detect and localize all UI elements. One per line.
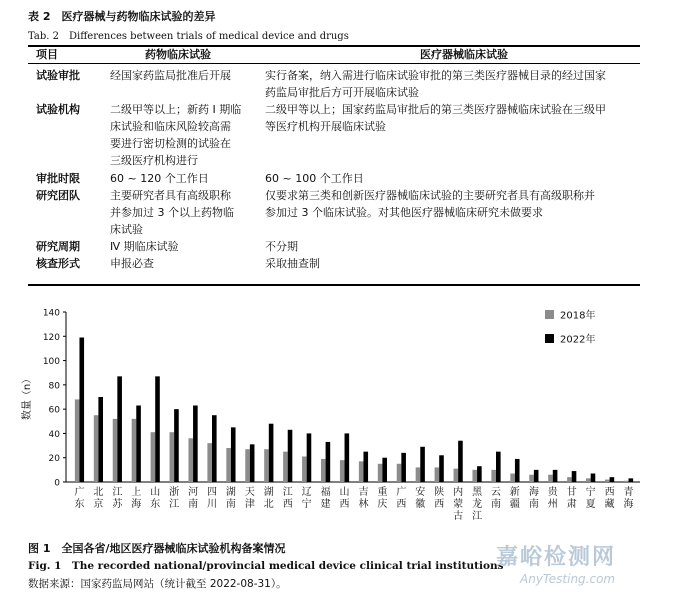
table-cell-drug: 经国家药监局批准后开展: [110, 69, 231, 82]
y-tick-label: 0: [54, 478, 60, 489]
x-tick-label: 浙江: [169, 487, 180, 510]
table-row-label: 试验机构: [36, 103, 80, 116]
bar-series-2: [326, 442, 331, 482]
x-tick-label: 山西: [339, 487, 350, 510]
x-tick-label: 广东: [74, 487, 85, 510]
bar-series-1: [435, 467, 440, 482]
bar-series-1: [624, 481, 629, 482]
bar-series-1: [75, 399, 80, 482]
bar-series-2: [610, 477, 615, 482]
table-caption-cn: 表 2 医疗器械与药物临床试验的差异: [28, 10, 216, 23]
x-tick-label: 四川: [207, 487, 217, 510]
table-cell-drug: 主要研究者具有高级职称: [110, 189, 231, 202]
watermark-en: AnyTesting.com: [520, 572, 616, 586]
table-cell-device: 二级甲等以上；国家药监局审批后的第三类医疗器械临床试验在三级甲: [265, 103, 606, 116]
bar-series-1: [397, 464, 402, 482]
table-row-label: 试验审批: [36, 69, 80, 82]
table-header-cell: 药物临床试验: [145, 48, 211, 61]
x-tick-label: 内蒙古: [453, 487, 464, 522]
bar-series-1: [188, 438, 193, 482]
x-tick-label: 云南: [491, 487, 501, 510]
table-cell-device: 参加过 3 个临床试验。对其他医疗器械临床研究未做要求: [265, 206, 543, 219]
x-tick-label: 河南: [188, 487, 199, 510]
x-tick-label: 山东: [150, 487, 161, 510]
table-cell-drug: 并参加过 3 个以上药物临: [110, 206, 234, 219]
bar-series-2: [79, 338, 84, 483]
x-tick-label: 海南: [528, 487, 539, 510]
x-tick-label: 上海: [131, 487, 142, 510]
bar-series-1: [94, 415, 99, 482]
y-axis-label: 数量（n）: [22, 373, 33, 421]
table-bottom-rule: [28, 284, 640, 286]
bar-series-2: [477, 466, 482, 482]
table-row-label: 研究周期: [36, 240, 80, 253]
bar-series-2: [98, 397, 103, 482]
bar-series-1: [510, 474, 515, 483]
table-row-label: 研究团队: [36, 189, 80, 202]
table-cell-device: 实行备案，纳入需进行临床试验审批的第三类医疗器械目录的经过国家: [265, 69, 606, 82]
table-caption-en: Tab. 2 Differences between trials of medical device and drugs: [28, 31, 349, 42]
bar-series-1: [113, 419, 118, 482]
y-tick-label: 100: [42, 357, 60, 368]
bar-series-1: [567, 477, 572, 482]
bar-series-2: [458, 441, 463, 482]
x-tick-label: 甘肃: [566, 487, 577, 510]
table-cell-drug: 60 ~ 120 个工作日: [110, 172, 209, 185]
bar-series-2: [439, 455, 444, 482]
x-tick-label: 江西: [282, 487, 293, 510]
bar-series-1: [226, 448, 231, 482]
bar-series-1: [454, 469, 459, 482]
bar-series-1: [529, 475, 534, 482]
x-tick-label: 安徽: [415, 487, 426, 510]
bar-series-1: [264, 449, 269, 482]
bar-series-2: [174, 409, 179, 482]
legend-label: 2022年: [560, 334, 596, 346]
table-cell-device: 仅要求第三类和创新医疗器械临床试验的主要研究者具有高级职称并: [265, 189, 595, 202]
x-tick-label: 北京: [93, 487, 104, 510]
table-cell-drug: Ⅳ 期临床试验: [110, 240, 179, 253]
figure-caption-en: Fig. 1 The recorded national/provincial medical device clinical trial institutions: [28, 560, 504, 572]
bar-series-2: [288, 430, 293, 482]
y-tick-label: 120: [42, 332, 60, 343]
bar-series-2: [553, 470, 558, 482]
table-row-label: 审批时限: [36, 172, 80, 185]
x-tick-label: 黑龙江: [472, 487, 483, 522]
bar-series-2: [629, 478, 634, 482]
legend-label: 2018年: [560, 310, 596, 322]
table-cell-device: 药监局审批后方可开展临床试验: [265, 86, 419, 99]
bar-series-2: [591, 474, 596, 483]
table-cell-drug: 要进行密切检测的试验在: [110, 137, 231, 150]
bar-series-1: [132, 419, 137, 482]
bar-series-1: [586, 478, 591, 482]
x-tick-label: 辽宁: [301, 487, 312, 510]
x-tick-label: 天津: [244, 487, 255, 510]
bar-series-2: [269, 424, 274, 482]
y-tick-label: 140: [42, 308, 60, 319]
table-cell-device: 不分期: [265, 240, 298, 253]
bar-series-1: [207, 443, 212, 482]
bar-series-2: [363, 452, 368, 482]
bar-series-2: [515, 459, 520, 482]
x-tick-label: 重庆: [377, 487, 388, 510]
table-header-cell: 医疗器械临床试验: [420, 48, 508, 61]
figure-caption-cn: 图 1 全国各省/地区医疗器械临床试验机构备案情况: [28, 542, 286, 555]
bar-series-2: [136, 406, 141, 483]
bar-series-2: [345, 433, 350, 482]
table-cell-drug: 床试验和临床风险较高需: [110, 120, 231, 133]
bar-series-1: [340, 460, 345, 482]
bar-series-2: [212, 415, 217, 482]
bar-series-1: [151, 432, 156, 482]
bar-series-1: [605, 480, 610, 482]
y-tick-label: 40: [48, 429, 60, 440]
y-tick-label: 20: [48, 454, 60, 465]
x-tick-label: 福建: [320, 487, 331, 510]
table-header-cell: 项目: [36, 48, 58, 61]
bar-series-2: [307, 433, 312, 482]
x-tick-label: 广西: [396, 487, 407, 510]
bar-chart: [0, 300, 680, 540]
x-tick-label: 新疆: [509, 487, 520, 510]
bar-series-2: [420, 447, 425, 482]
x-tick-label: 青海: [623, 487, 634, 510]
bar-series-2: [534, 470, 539, 482]
bar-series-1: [321, 459, 326, 482]
bar-series-1: [245, 449, 250, 482]
bar-series-1: [302, 457, 307, 483]
bar-series-2: [572, 471, 577, 482]
table-cell-drug: 二级甲等以上；新药 Ⅰ 期临: [110, 103, 242, 116]
x-tick-label: 江苏: [112, 487, 123, 510]
x-tick-label: 湖北: [263, 487, 274, 510]
x-tick-label: 湖南: [225, 487, 236, 510]
table-header-rule: [28, 63, 640, 64]
bar-series-2: [496, 452, 501, 482]
table-cell-device: 60 ~ 100 个工作日: [265, 172, 364, 185]
bar-series-2: [117, 376, 122, 482]
table-cell-drug: 床试验: [110, 223, 143, 236]
bar-series-2: [382, 458, 387, 482]
bar-series-1: [378, 464, 383, 482]
bar-series-2: [250, 444, 255, 482]
y-tick-label: 80: [48, 381, 60, 392]
table-cell-device: 采取抽查制: [265, 257, 320, 270]
bar-series-1: [548, 475, 553, 482]
bar-series-2: [401, 453, 406, 482]
x-tick-label: 吉林: [358, 487, 369, 510]
legend-swatch: [545, 334, 554, 343]
x-tick-label: 宁夏: [585, 487, 596, 510]
table-cell-drug: 申报必查: [110, 257, 154, 270]
legend-swatch: [545, 310, 554, 319]
y-tick-label: 60: [48, 405, 60, 416]
bar-series-1: [472, 470, 477, 482]
watermark-cn: 嘉峪检测网: [496, 545, 617, 570]
bar-series-1: [491, 470, 496, 482]
figure-source: 数据来源：国家药监局网站（统计截至 2022-08-31）。: [28, 578, 287, 590]
x-tick-label: 陕西: [434, 487, 445, 510]
bar-series-2: [193, 406, 198, 483]
table-row-label: 核查形式: [36, 257, 80, 270]
x-tick-label: 西藏: [604, 487, 615, 510]
bar-series-1: [416, 467, 421, 482]
bar-series-2: [231, 427, 236, 482]
bar-series-1: [170, 432, 175, 482]
table-cell-device: 等医疗机构开展临床试验: [265, 120, 386, 133]
table-cell-drug: 三级医疗机构进行: [110, 154, 198, 167]
x-tick-label: 贵州: [547, 487, 558, 510]
bar-series-1: [359, 461, 364, 482]
bar-series-1: [283, 452, 288, 482]
bar-series-2: [155, 376, 160, 482]
